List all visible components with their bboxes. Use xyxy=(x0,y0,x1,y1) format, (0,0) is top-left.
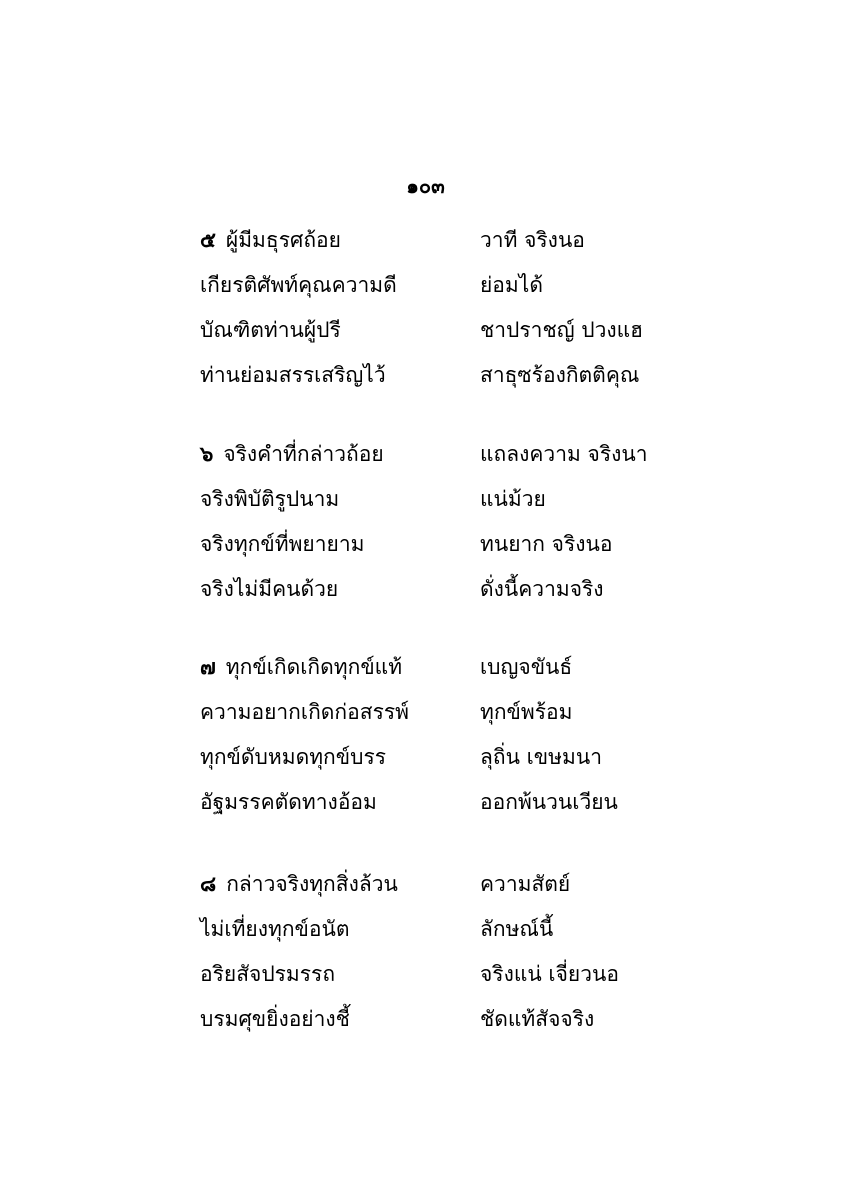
verse-line xyxy=(200,997,680,1042)
verse-right-hemistich: ออกพ้นวนเวียน xyxy=(480,790,618,814)
verse-left-hemistich: อัฐมรรคตัดทางอ้อม xyxy=(200,790,377,814)
stanza-number: ๗ xyxy=(200,655,216,679)
verse-left-hemistich: ท่านย่อมสรรเสริญไว้ xyxy=(200,363,386,387)
verse-right-hemistich: ชัดแท้สัจจริง xyxy=(480,1007,595,1031)
stanza-5 xyxy=(200,218,680,398)
stanza-number: ๖ xyxy=(200,442,214,466)
verse-line xyxy=(200,952,680,997)
verse-right-hemistich: ย่อมได้ xyxy=(480,273,543,297)
verse-left-hemistich: ๕ ผู้มีมธุรศถ้อย xyxy=(200,228,341,252)
verse-left-hemistich: บัณฑิตท่านผู้ปรี xyxy=(200,318,341,342)
verse-line xyxy=(200,263,680,308)
verse-line xyxy=(200,690,680,735)
verse-line xyxy=(200,907,680,952)
stanza-8 xyxy=(200,862,680,1042)
verse-line xyxy=(200,735,680,780)
stanza-number: ๕ xyxy=(200,228,216,252)
verse-right-hemistich: ดั่งนี้ความจริง xyxy=(480,577,604,601)
verse-left-hemistich: ความอยากเกิดก่อสรรพ์ xyxy=(200,700,409,724)
verse-right-hemistich: ทนยาก จริงนอ xyxy=(480,532,613,556)
verse-right-hemistich: สาธุซร้องกิตติคุณ xyxy=(480,363,640,387)
verse-right-hemistich: วาที จริงนอ xyxy=(480,228,585,252)
verse-right-hemistich: จริงแน่ เจี่ยวนอ xyxy=(480,962,619,986)
verse-right-hemistich: ชาปราชญ์ ปวงแฮ xyxy=(480,318,643,342)
verse-right-hemistich: ทุกข์พร้อม xyxy=(480,700,573,724)
verse-right-hemistich: ลักษณ์นี้ xyxy=(480,917,554,941)
verse-line xyxy=(200,477,680,522)
verse-line xyxy=(200,522,680,567)
verse-left-hemistich: จริงไม่มีคนด้วย xyxy=(200,577,339,601)
verse-left-hemistich: บรมศุขยิ่งอย่างชี้ xyxy=(200,1007,350,1031)
verse-left-hemistich: ๗ ทุกข์เกิดเกิดทุกข์แท้ xyxy=(200,655,403,679)
page-number: ๑๐๓ xyxy=(406,174,445,198)
verse-line xyxy=(200,862,680,907)
verse-line xyxy=(200,780,680,825)
stanza-6 xyxy=(200,432,680,612)
verse-line xyxy=(200,308,680,353)
verse-left-hemistich: ๘ กล่าวจริงทุกสิ่งล้วน xyxy=(200,872,398,896)
stanza-7 xyxy=(200,645,680,825)
verse-left-hemistich: ๖ จริงคำที่กล่าวถ้อย xyxy=(200,442,384,466)
verse-right-hemistich: แน่ม้วย xyxy=(480,487,546,511)
verse-left-hemistich: จริงพิบัติรูปนาม xyxy=(200,487,340,511)
verse-right-hemistich: แถลงความ จริงนา xyxy=(480,442,648,466)
verse-left-hemistich: จริงทุกข์ที่พยายาม xyxy=(200,532,365,556)
verse-right-hemistich: ความสัตย์ xyxy=(480,872,571,896)
verse-left-hemistich: ไม่เที่ยงทุกข์อนัต xyxy=(200,917,350,941)
verse-left-hemistich: เกียรติศัพท์คุณความดี xyxy=(200,273,397,297)
verse-left-hemistich: ทุกข์ดับหมดทุกข์บรร xyxy=(200,745,387,769)
verse-left-hemistich: อริยสัจปรมรรถ xyxy=(200,962,336,986)
verse-right-hemistich: ลุถิ่น เขษมนา xyxy=(480,745,602,769)
verse-line xyxy=(200,567,680,612)
verse-line xyxy=(200,432,680,477)
stanza-number: ๘ xyxy=(200,872,217,896)
verse-line xyxy=(200,218,680,263)
verse-line xyxy=(200,645,680,690)
verse-right-hemistich: เบญจขันธ์ xyxy=(480,655,573,679)
verse-line xyxy=(200,353,680,398)
